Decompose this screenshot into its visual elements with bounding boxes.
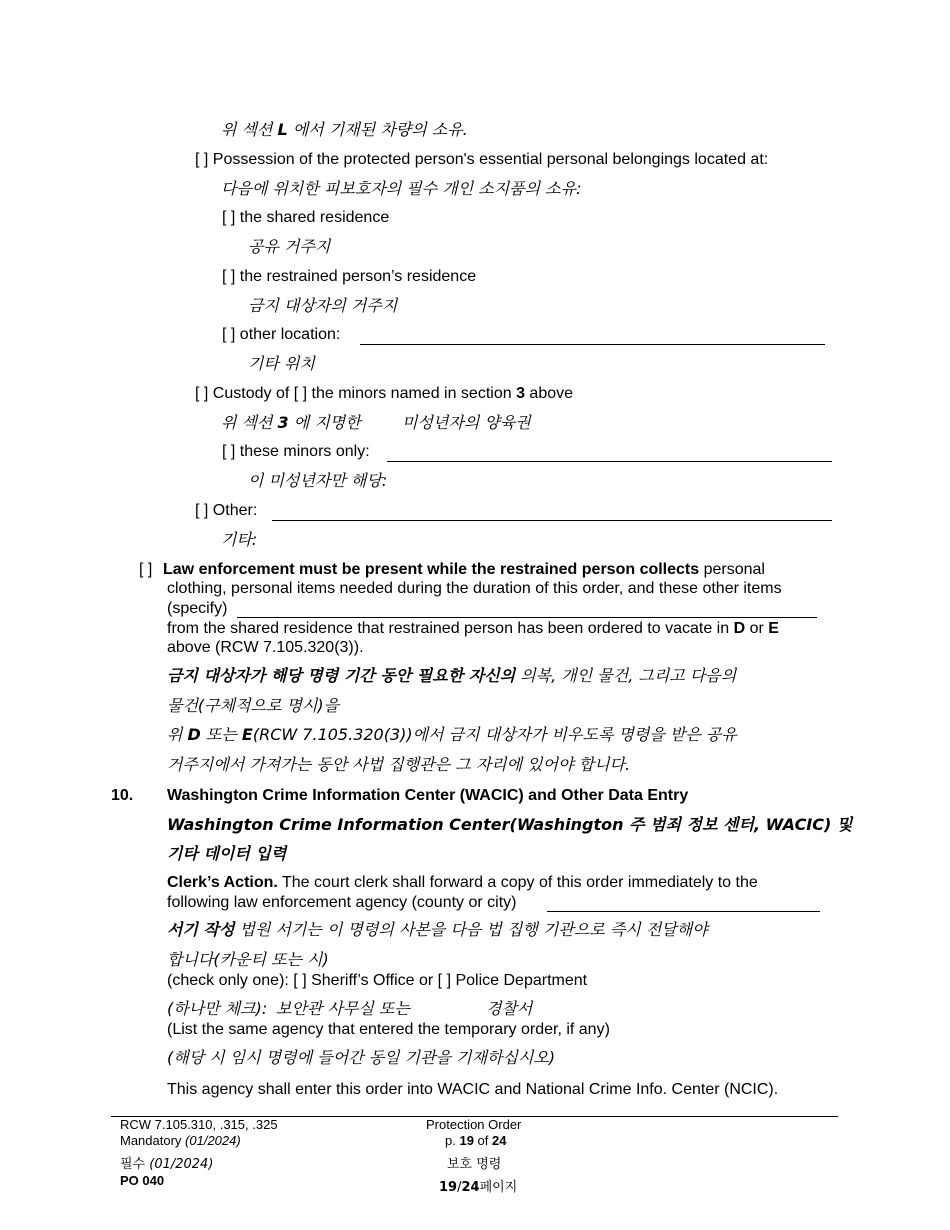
restrained-residence-ko: 금지 대상자의 거주지	[248, 296, 398, 315]
custody-ko-line: 위 섹션 3 에 지명한	[221, 413, 361, 432]
specify-field[interactable]	[237, 603, 817, 618]
shared-residence-checkbox[interactable]: [ ]	[222, 209, 236, 226]
footer-title-ko: 보호 명령	[447, 1157, 502, 1172]
footer-title: Protection Order	[426, 1117, 522, 1132]
other-checkbox[interactable]: [ ]	[195, 502, 209, 519]
clerk-action-ko2: 합니다(카운티 또는 시)	[167, 950, 329, 969]
other-location-field[interactable]	[360, 330, 825, 345]
clerk-action-line1: Clerk’s Action. The court clerk shall forward a copy of this order immediately to the	[167, 874, 758, 891]
other-ko: 기타:	[221, 530, 258, 549]
law-enforcement-line1: Law enforcement must be present while the restrained person collects personal	[163, 561, 765, 578]
law-enforcement-line4: from the shared residence that restrained person has been ordered to vacate in D or E	[167, 620, 779, 637]
option-other-location: [ ] other location:	[222, 326, 341, 343]
section-title-ko1: Washington Crime Information Center(Washington 주 범죄 정보 센터, WACIC) 및	[167, 815, 853, 834]
list-same-agency-ko: (해당 시 임시 명령에 들어간 동일 기관을 기재하십시오)	[167, 1048, 556, 1067]
sheriff-checkbox[interactable]: [ ]	[293, 972, 307, 989]
footer-mandatory-ko: 필수 (01/2024)	[120, 1157, 214, 1172]
law-enforcement-ko4: 거주지에서 가져가는 동안 사법 집행관은 그 자리에 있어야 합니다.	[167, 755, 631, 774]
clerk-action-ko1: 서기 작성 법원 서기는 이 명령의 사본을 다음 법 집행 기관으로 즉시 전달해야	[167, 920, 708, 939]
custody-checkbox[interactable]: [ ]	[195, 385, 209, 402]
other-location-ko: 기타 위치	[248, 354, 315, 373]
law-enforcement-ko2: 물건(구체적으로 명시)을	[167, 696, 340, 715]
law-enforcement-line2: clothing, personal items needed during the duration of this order, and these other items	[167, 580, 782, 597]
other-item: [ ] Other:	[195, 502, 258, 519]
footer-form-number: PO 040	[120, 1173, 165, 1188]
footer-mandatory: Mandatory (01/2024)	[120, 1133, 241, 1148]
footer-page-ko: 19/24페이지	[439, 1180, 518, 1195]
list-same-agency: (List the same agency that entered the temporary order, if any)	[167, 1021, 610, 1038]
belongings-checkbox[interactable]: [ ]	[195, 151, 209, 168]
sheriff-ko: 보안관 사무실 또는	[276, 999, 410, 1018]
other-location-checkbox[interactable]: [ ]	[222, 326, 236, 343]
other-field[interactable]	[272, 506, 832, 521]
custody-item: [ ] Custody of [ ] the minors named in section 3 above	[195, 385, 574, 402]
custody-ko-minors: 미성년자의 양육권	[402, 413, 531, 432]
law-enforcement-specify: (specify)	[167, 600, 228, 617]
belongings-item	[195, 151, 768, 169]
section-title: Washington Crime Information Center (WACIC) and Other Data Entry	[167, 787, 689, 804]
option-shared-residence: [ ] the shared residence	[222, 209, 390, 226]
law-enforcement-line5: above (RCW 7.105.320(3)).	[167, 639, 364, 656]
section-number: 10.	[111, 787, 134, 804]
footer-rcw: RCW 7.105.310, .315, .325	[120, 1117, 278, 1132]
belongings-label: Possession of the protected person's essential personal belongings located at:	[212, 151, 769, 168]
custody-minors-checkbox[interactable]: [ ]	[293, 385, 308, 402]
restrained-residence-checkbox[interactable]: [ ]	[222, 268, 236, 285]
agency-enter-statement: This agency shall enter this order into WACIC and National Crime Info. Center (NCIC).	[167, 1081, 779, 1098]
belongings-label-ko: 다음에 위치한 피보호자의 필수 개인 소지품의 소유:	[221, 179, 582, 198]
law-enforcement-checkbox[interactable]: [ ]	[139, 561, 153, 578]
option-restrained-residence: [ ] the restrained person’s residence	[222, 268, 477, 285]
clerk-action-line2: following law enforcement agency (county or city)	[167, 894, 517, 911]
police-ko: 경찰서	[486, 999, 533, 1018]
check-only-line: (check only one): [ ] Sheriff’s Office or [ ] Police Department	[167, 972, 588, 989]
police-checkbox[interactable]: [ ]	[437, 972, 452, 989]
check-only-ko: (하나만 체크):	[167, 999, 268, 1018]
minors-only-ko: 이 미성년자만 해당:	[248, 471, 388, 490]
vehicle-ko-line: 위 섹션 L 에서 기재된 차량의 소유.	[221, 120, 468, 139]
footer-page: p. 19 of 24	[445, 1133, 507, 1148]
shared-residence-ko: 공유 거주지	[248, 237, 331, 256]
minors-only-field[interactable]	[387, 447, 832, 462]
minors-only-item: [ ] these minors only:	[222, 443, 370, 460]
section-title-ko2: 기타 데이터 입력	[167, 844, 287, 863]
law-enforcement-ko3: 위 D 또는 E(RCW 7.105.320(3))에서 금지 대상자가 비우도록 명령을 받은 공유	[167, 725, 737, 744]
agency-field[interactable]	[547, 897, 820, 912]
minors-only-checkbox[interactable]: [ ]	[222, 443, 236, 460]
law-enforcement-ko1: 금지 대상자가 해당 명령 기간 동안 필요한 자신의 의복, 개인 물건, 그리고 다음의	[167, 666, 737, 685]
